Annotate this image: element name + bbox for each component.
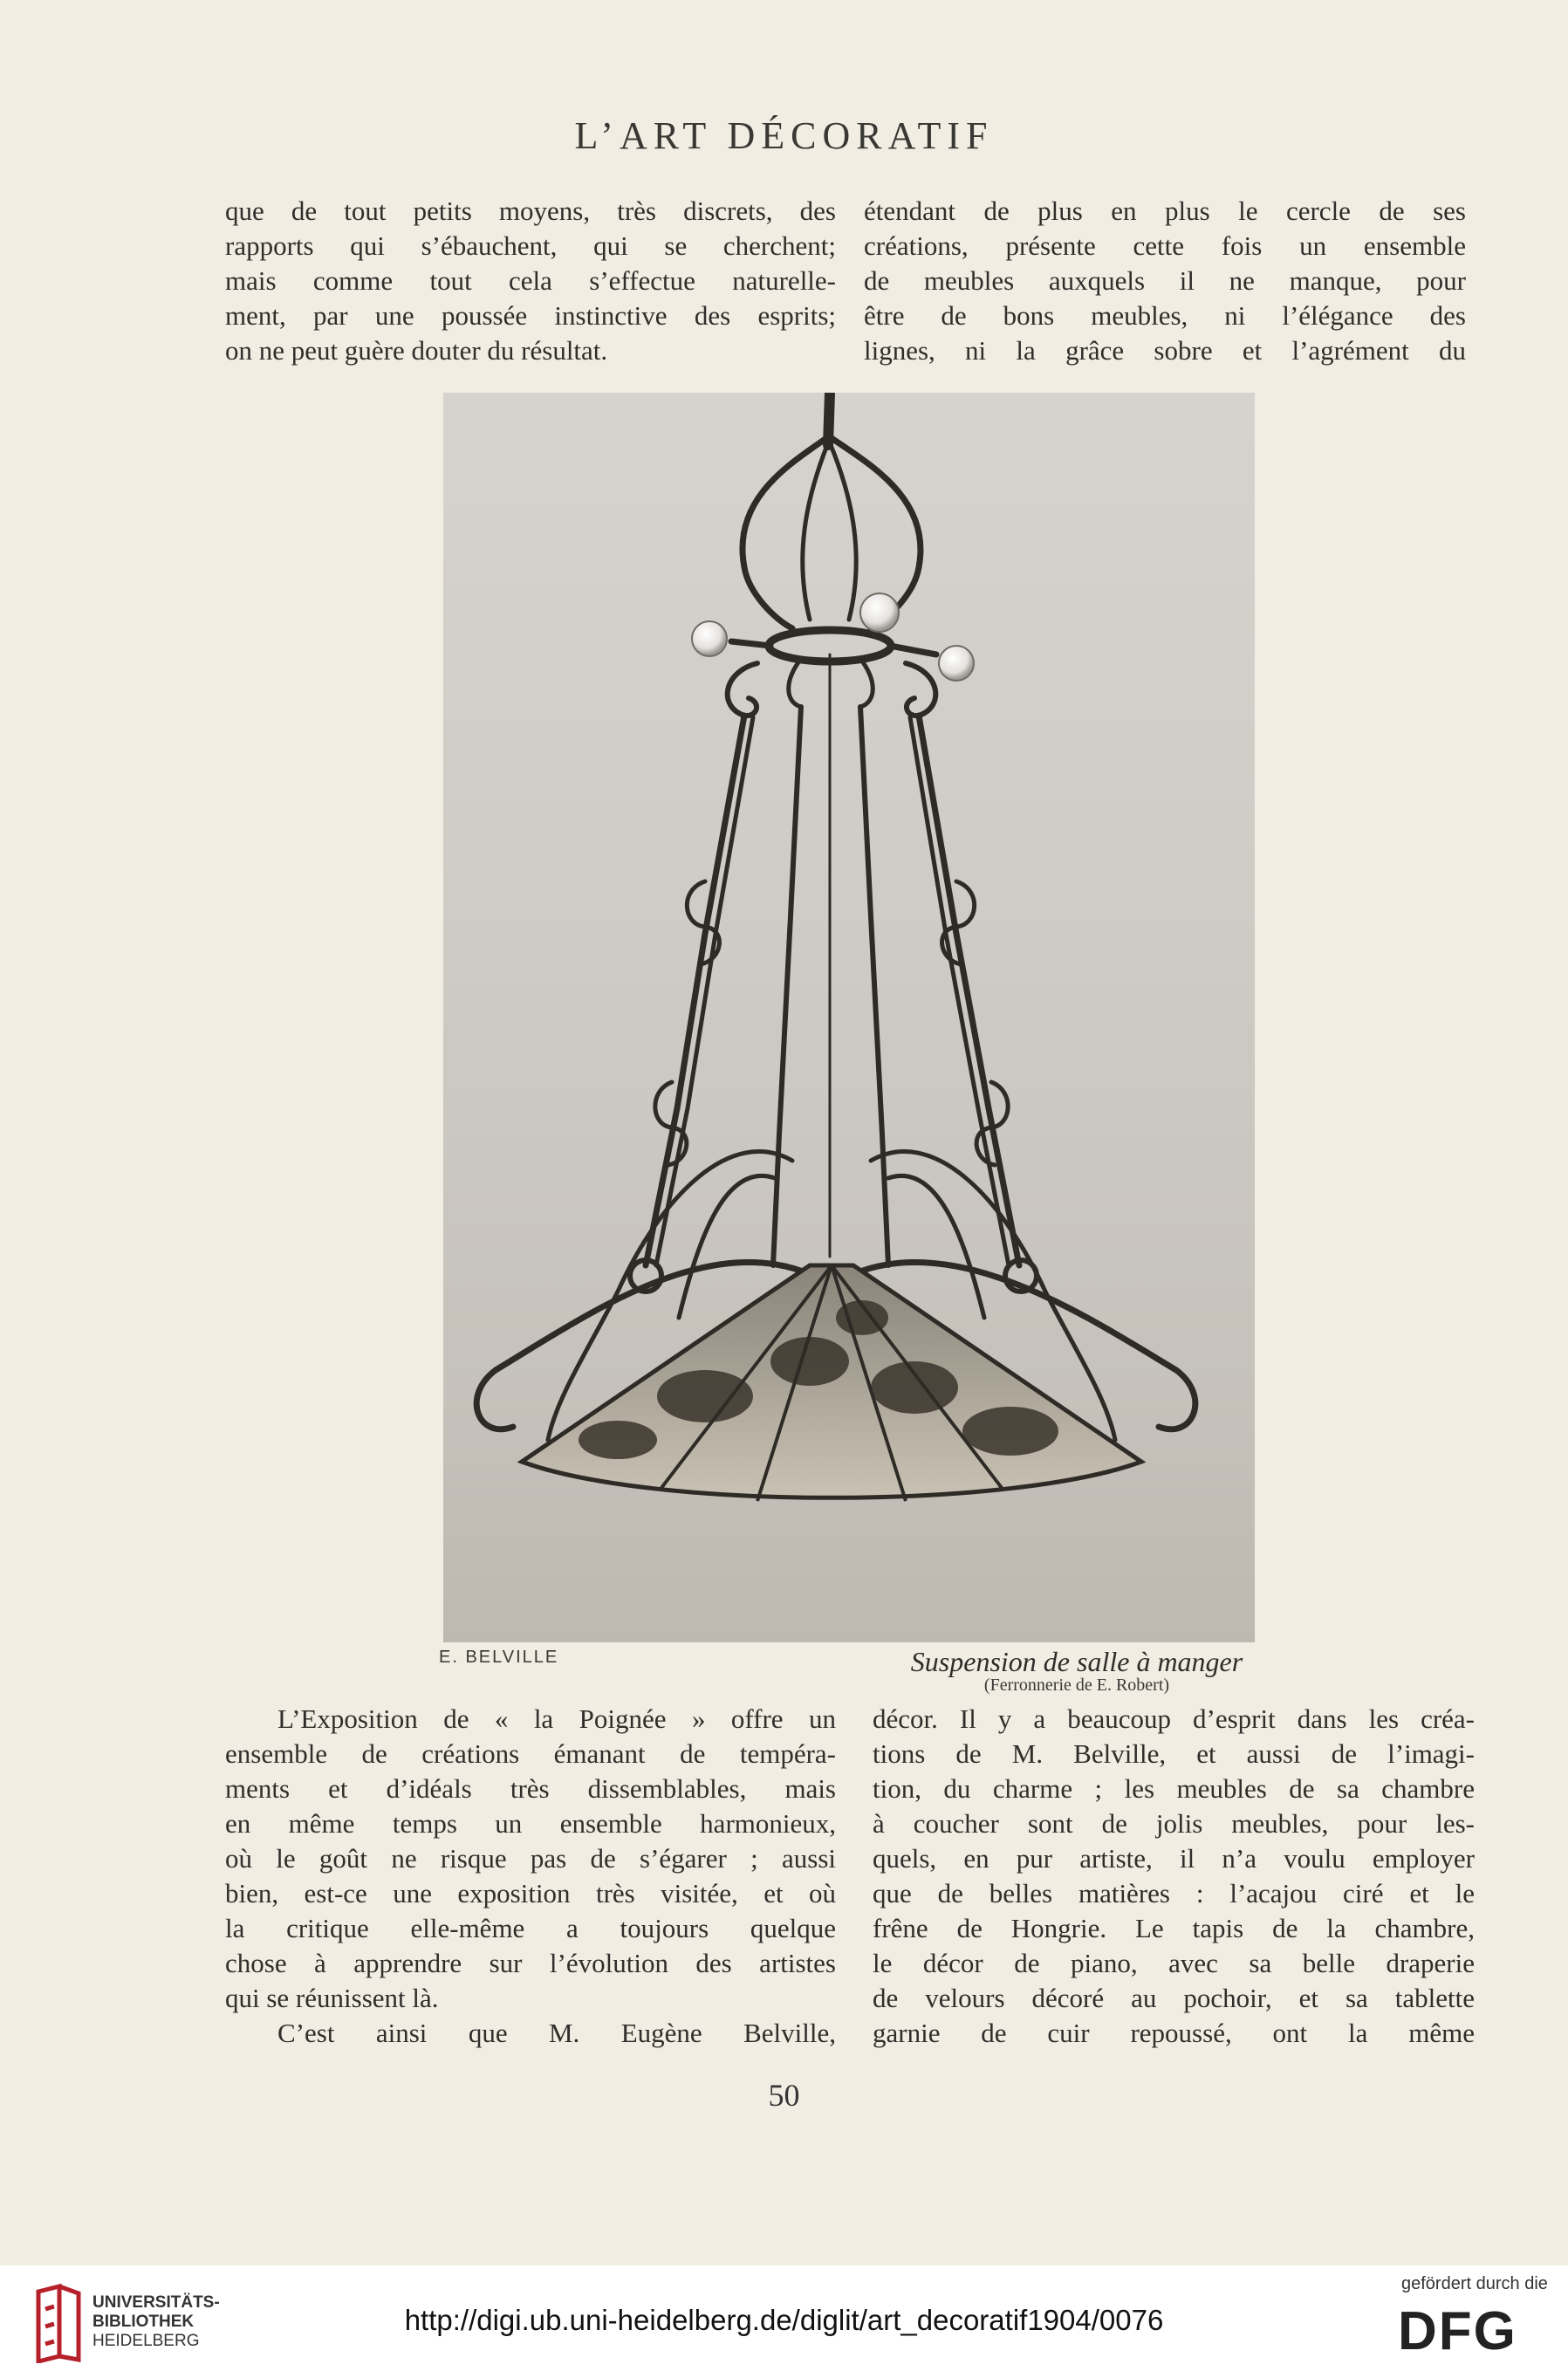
text-line: rapports qui s’ébauchent, qui se cherchent; [225, 230, 836, 261]
text-line: le décor de piano, avec sa belle draperie [873, 1948, 1475, 1978]
text-line: garnie de cuir repoussé, ont la même [873, 2018, 1475, 2048]
text-line: bien, est-ce une exposition très visitée, et où [225, 1878, 836, 1909]
text-line: ensemble de créations émanant de tempéra- [225, 1738, 836, 1769]
text-line: lignes, ni la grâce sobre et l’agrément du [864, 335, 1466, 366]
text-line: étendant de plus en plus le cercle de ses [864, 195, 1466, 226]
top-left-column [225, 194, 836, 368]
photograph-plate [443, 393, 1255, 1642]
text-line: mais comme tout cela s’effectue naturelle- [225, 265, 836, 296]
text-line: créations, présente cette fois un ensemble [864, 230, 1466, 261]
library-name-line: BIBLIOTHEK [92, 2313, 195, 2331]
text-line: qui se réunissent là. [225, 1983, 439, 2013]
funding-note: gefördert durch die [1401, 2274, 1548, 2293]
page-number: 50 [768, 2078, 800, 2113]
text-line: L’Exposition de « la Poignée » offre un [277, 1703, 836, 1734]
running-head: L’ART DÉCORATIF [574, 114, 994, 157]
text-line: quels, en pur artiste, il n’a voulu employer [873, 1843, 1475, 1874]
figure-title-caption: Suspension de salle à manger [910, 1646, 1243, 1677]
text-line: être de bons meubles, ni l’élégance des [864, 300, 1466, 331]
figure-artist-caption: E. BELVILLE [439, 1648, 559, 1667]
text-line: de velours décoré au pochoir, et sa tablette [873, 1983, 1475, 2013]
text-line: ments et d’idéals très dissemblables, mais [225, 1773, 836, 1804]
text-line: C’est ainsi que M. Eugène Belville, [277, 2018, 836, 2048]
text-line: tion, du charme ; les meubles de sa chambre [873, 1773, 1475, 1804]
text-line: décor. Il y a beaucoup d’esprit dans les créa- [873, 1703, 1475, 1734]
top-right-column [864, 194, 1466, 368]
bottom-right-column [873, 1702, 1475, 2051]
text-line: que de tout petits moyens, très discrets, des [225, 195, 836, 226]
text-line: de meubles auxquels il ne manque, pour [864, 265, 1466, 296]
digital-copy-url[interactable]: http://digi.ub.uni-heidelberg.de/diglit/art_decoratif1904/0076 [404, 2304, 1164, 2336]
text-line: on ne peut guère douter du résultat. [225, 335, 608, 366]
text-line: en même temps un ensemble harmonieux, [225, 1808, 836, 1839]
text-line: frêne de Hongrie. Le tapis de la chambre, [873, 1913, 1475, 1943]
text-line: où le goût ne risque pas de s’égarer ; aussi [225, 1843, 836, 1874]
text-line: à coucher sont de jolis meubles, pour les- [873, 1808, 1475, 1839]
funder-logo: DFG [1398, 2301, 1517, 2361]
text-line: la critique elle-même a toujours quelque [225, 1913, 836, 1943]
text-line: que de belles matières : l’acajou ciré et le [873, 1878, 1475, 1909]
figure-credit-caption: (Ferronnerie de E. Robert) [983, 1676, 1170, 1695]
text-line: tions de M. Belville, et aussi de l’imagi- [873, 1738, 1475, 1769]
text-line: ment, par une poussée instinctive des esprits; [225, 300, 836, 331]
bottom-left-column [225, 1702, 836, 2051]
text-line: chose à apprendre sur l’évolution des artistes [225, 1948, 836, 1978]
chandelier-illustration [443, 393, 1255, 1642]
library-name-line: UNIVERSITÄTS- [92, 2293, 220, 2312]
library-name-line: HEIDELBERG [92, 2332, 200, 2350]
